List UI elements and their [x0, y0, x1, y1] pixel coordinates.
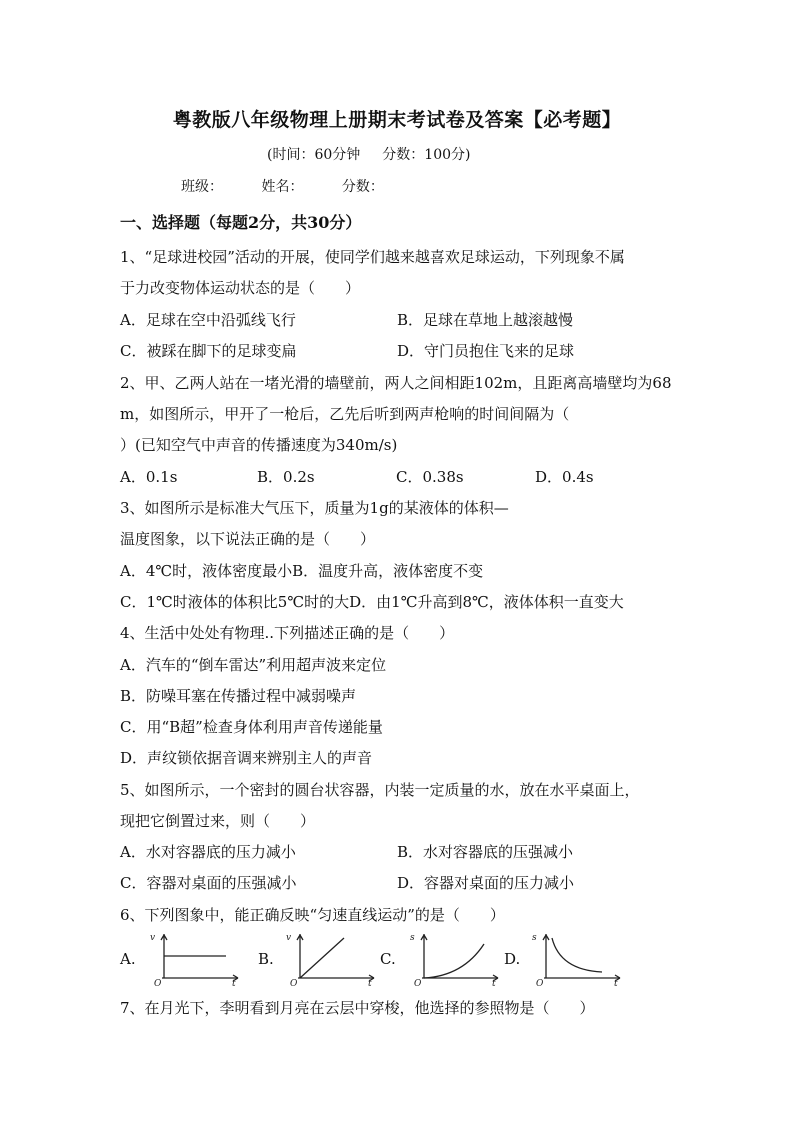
question-1-option-c: C．被踩在脚下的足球变扁 — [120, 342, 297, 360]
graph-a-x-label: t — [232, 979, 236, 989]
graph-c-arrows — [421, 935, 498, 981]
question-4-line-1: 4、生活中处处有物理..下列描述正确的是（ ） — [120, 624, 455, 642]
question-4-option-d: D．声纹锁依据音调来辨别主人的声音 — [120, 749, 373, 767]
graph-d-y-label: s — [532, 933, 537, 943]
question-2-option-a: A．0.1s — [120, 468, 178, 486]
score-field-label: 分数： — [341, 179, 384, 195]
graph-b-y-label: v — [286, 933, 292, 943]
graph-d-curve — [552, 938, 602, 972]
graph-a-arrows — [161, 935, 238, 981]
question-7-line-1: 7、在月光下，李明看到月亮在云层中穿梭，他选择的参照物是（ ） — [120, 999, 595, 1017]
question-1-option-b: B．足球在草地上越滚越慢 — [397, 311, 574, 329]
page-title: 粤教版八年级物理上册期末考试卷及答案【必考题】 — [172, 109, 622, 131]
graph-c-accelerating — [408, 928, 500, 989]
exam-total-score: 分数：100分) — [382, 147, 471, 163]
graph-a-origin: O — [154, 979, 162, 989]
question-3-line-4: C．1℃时液体的体积比5℃时的大D．由1℃升高到8℃，液体体积一直变大 — [120, 593, 624, 611]
class-field-label: 班级： — [181, 179, 223, 195]
question-2-option-d: D．0.4s — [535, 468, 594, 486]
graph-a-y-label: v — [150, 933, 156, 943]
graph-c-curve — [424, 944, 484, 978]
graph-c-y-label: s — [410, 933, 415, 943]
student-fields — [181, 176, 418, 196]
graph-d-arrows — [543, 935, 620, 981]
question-3-line-2: 温度图象，以下说法正确的是（ ） — [120, 530, 376, 548]
question-6-option-d: D. — [504, 950, 521, 968]
question-1-option-a: A．足球在空中沿弧线飞行 — [120, 311, 296, 329]
question-5-option-c: C．容器对桌面的压强减小 — [120, 874, 297, 892]
question-6-line-1: 6、下列图象中，能正确反映“匀速直线运动”的是（ ） — [120, 906, 505, 924]
question-2-line-3: ）(已知空气中声音的传播速度为340m/s) — [120, 436, 398, 454]
graph-a-constant-velocity — [148, 928, 240, 989]
question-1-line-1: 1、“足球进校园”活动的开展，使同学们越来越喜欢足球运动，下列现象不属 — [120, 248, 625, 266]
question-5-option-a: A．水对容器底的压力减小 — [120, 843, 296, 861]
question-6-option-c: C. — [380, 950, 396, 968]
question-6-option-a: A. — [120, 950, 136, 968]
question-1-line-2: 于力改变物体运动状态的是（ ） — [120, 279, 361, 297]
question-1-option-d: D．守门员抱住飞来的足球 — [397, 342, 575, 360]
question-5-option-b: B．水对容器底的压强减小 — [397, 843, 574, 861]
graph-b-origin: O — [290, 979, 298, 989]
question-4-option-c: C．用“B超”检查身体利用声音传递能量 — [120, 718, 383, 736]
question-5-line-2: 现把它倒置过来，则（ ） — [120, 812, 316, 830]
question-2-line-2: m，如图所示，甲开了一枪后，乙先后听到两声枪响的时间间隔为（ — [120, 405, 570, 423]
question-6-option-b: B. — [258, 950, 274, 968]
graph-b-arrows — [297, 935, 374, 981]
graph-c-origin: O — [414, 979, 422, 989]
graph-d-decreasing — [530, 928, 622, 989]
graph-c-x-label: t — [492, 979, 496, 989]
exam-subtitle — [267, 144, 470, 164]
graph-d-origin: O — [536, 979, 544, 989]
exam-time: (时间：60分钟 — [267, 147, 361, 163]
question-3-line-1: 3、如图所示是标准大气压下，质量为1g的某液体的体积— — [120, 499, 509, 517]
question-5-option-d: D．容器对桌面的压力减小 — [397, 874, 575, 892]
question-4-option-b: B．防噪耳塞在传播过程中减弱噪声 — [120, 687, 357, 705]
name-field-label: 姓名： — [261, 179, 304, 195]
question-2-option-c: C．0.38s — [396, 468, 464, 486]
question-2-option-b: B．0.2s — [257, 468, 315, 486]
section-heading: 一、选择题（每题2分，共30分） — [120, 213, 362, 232]
graph-d-x-label: t — [614, 979, 618, 989]
question-3-line-3: A．4℃时，液体密度最小B．温度升高，液体密度不变 — [120, 562, 484, 580]
graph-b-increasing-velocity — [284, 928, 376, 989]
question-2-line-1: 2、甲、乙两人站在一堵光滑的墙壁前，两人之间相距102m，且距离高墙壁均为68 — [120, 374, 672, 392]
graph-b-x-label: t — [368, 979, 372, 989]
graph-b-line — [300, 938, 344, 978]
question-5-line-1: 5、如图所示，一个密封的圆台状容器，内装一定质量的水，放在水平桌面上， — [120, 781, 640, 799]
question-4-option-a: A．汽车的“倒车雷达”利用超声波来定位 — [120, 656, 387, 674]
